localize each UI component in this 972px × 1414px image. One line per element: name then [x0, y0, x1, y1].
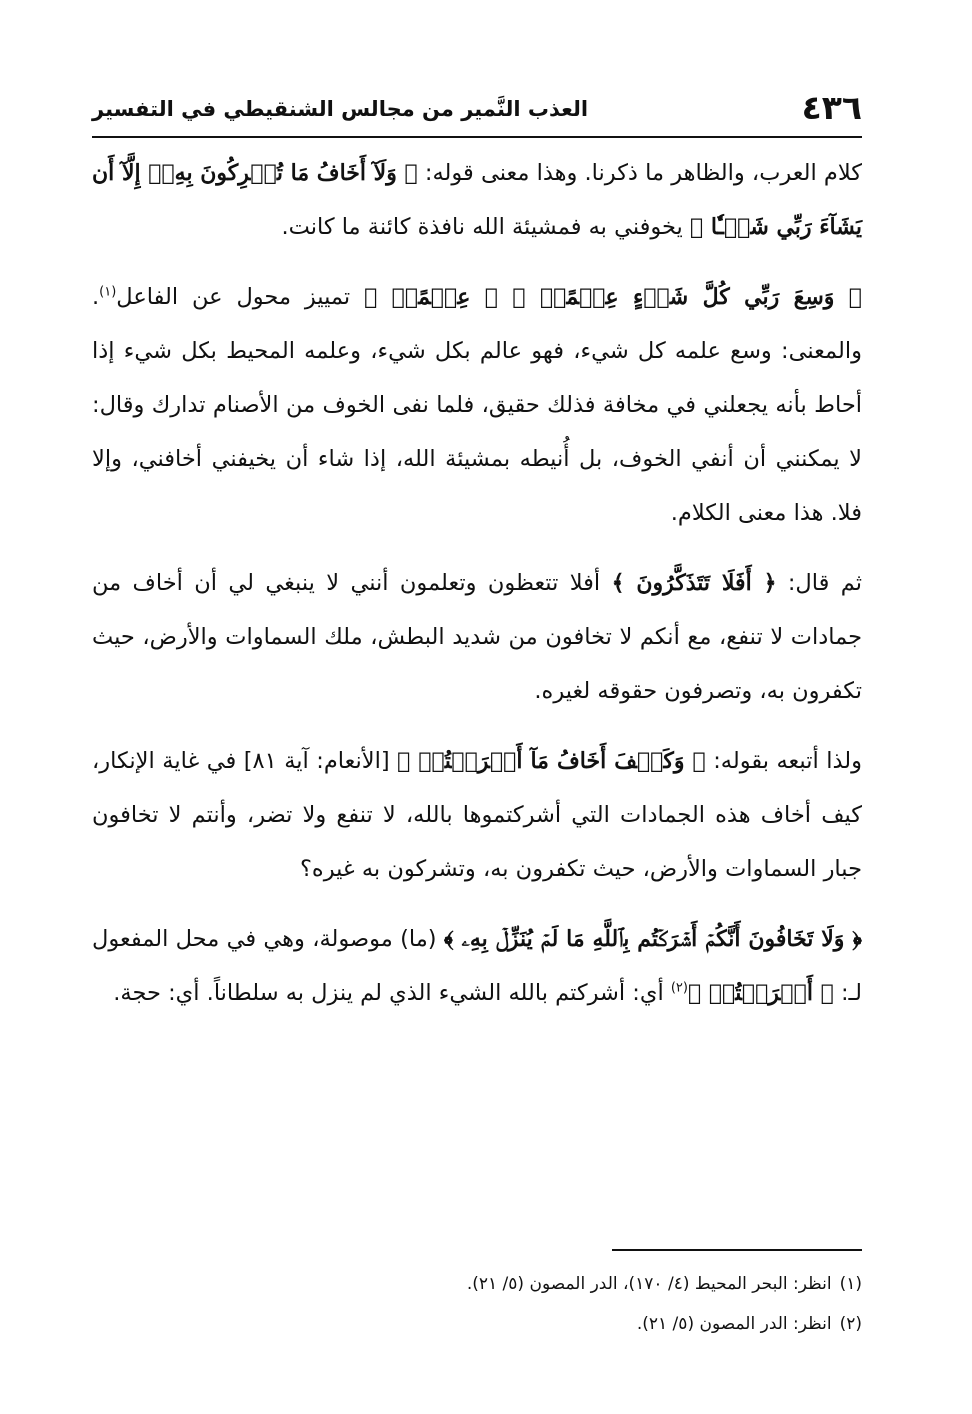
paragraph-3 — [92, 556, 862, 718]
footnote-2-text: انظر: الدر المصون (٥/ ٢١). — [636, 1314, 832, 1334]
paragraph-3-text-a: ثم قال: — [776, 570, 863, 596]
quran-word-ilman: ﴿ عِلۡمًاۚ ﴾ — [364, 284, 513, 310]
paragraph-5-text-a: (ما) موصولة، وهي في محل المفعول لـ: — [92, 926, 862, 1006]
paragraph-2-text-b: . والمعنى: وسع علمه كل شيء، فهو عالم بكل شيء، وعلمه المحيط بكل شيء إذا أحاط بأنه يجعلني في مخافة فذلك حقيق، فلما نفى الخوف من الأصنام تدارك وقال: لا يمكنني أن أنفي الخوف، بل أُنيطه بمشيئة الله، إذا شاء أن يخيفني أخافني، وإلا فلا. هذا معنى الكلام. — [92, 284, 862, 526]
paragraph-1 — [92, 146, 862, 254]
header-rule — [92, 136, 862, 138]
footnote-2-number: (٢) — [839, 1314, 862, 1334]
paragraph-4-text-b: [الأنعام: آية ٨١] في غاية الإنكار، كيف أخاف هذه الجمادات التي أشركتموها بالله، لا تنفع ولا تضر، وأنتم لا تخافون جبار السماوات والأرض، حيث تكفرون به، وتشركون به غيره؟ — [92, 748, 862, 882]
quran-verse-3: ﴿ أَفَلَا تَتَذَكَّرُونَ ﴾ — [611, 570, 777, 596]
page-number: ٤٣٦ — [801, 88, 862, 127]
footnote-ref-2[interactable]: (٢) — [670, 980, 688, 996]
footnote-rule — [612, 1249, 862, 1251]
paragraph-4-text-a: ولذا أتبعه بقوله: — [705, 748, 862, 774]
page-header — [92, 88, 862, 134]
paragraph-3-text-b: أفلا تتعظون وتعلمون أنني لا ينبغي لي أن أخاف من جمادات لا تنفع، مع أنكم لا تخافون من شديد البطش، ملك السماوات والأرض، حيث تكفرون به، وتصرفون حقوقه لغيره. — [92, 570, 862, 704]
footnote-2 — [92, 1304, 862, 1344]
footnote-1-number: (١) — [839, 1274, 862, 1294]
running-title: العذب النَّمير من مجالس الشنقيطي في التفسير — [92, 97, 589, 121]
paragraph-5 — [92, 912, 862, 1020]
footnotes — [92, 1264, 862, 1344]
paragraph-2-text-a: تمييز محول عن الفاعل — [116, 284, 365, 310]
paragraph-1-text-a: كلام العرب، والظاهر ما ذكرنا. وهذا معنى قوله: — [417, 160, 862, 186]
paragraph-2 — [92, 270, 862, 540]
paragraph-1-text-b: يخوفني به فمشيئة الله نافذة كائنة ما كانت. — [281, 214, 690, 240]
quran-verse-4: ﴿ وَكَيۡفَ أَخَافُ مَآ أَشۡرَكۡتُمۡ ﴾ — [397, 748, 706, 774]
footnote-1 — [92, 1264, 862, 1304]
footnote-ref-1[interactable]: (١) — [99, 284, 117, 300]
paragraph-5-text-b: أي: أشركتم بالله الشيء الذي لم ينزل به سلطاناً. أي: حجة. — [113, 980, 671, 1006]
quran-verse-1: ﴿ وَلَآ أَخَافُ مَا تُشۡرِكُونَ بِهِۦٓ إِلَّآ أَن يَشَآءَ رَبِّي شَيۡـٔٗا ﴾ — [92, 160, 862, 240]
footnote-1-text: انظر: البحر المحيط (٤/ ١٧٠)، الدر المصون (٥/ ٢١). — [466, 1274, 832, 1294]
paragraph-4 — [92, 734, 862, 896]
quran-verse-2: ﴿ وَسِعَ رَبِّي كُلَّ شَيۡءٍ عِلۡمًاۚ ﴾ — [512, 284, 862, 310]
main-text — [92, 146, 862, 1020]
quran-word-ashraktum: ﴿ أَشۡرَكۡتُمۡ ﴾ — [687, 980, 834, 1006]
quran-verse-5: ﴿ وَلَا تَخَافُونَ أَنَّكُمۡ أَشۡرَكۡتُم بِٱللَّهِ مَا لَمۡ يُنَزِّلۡ بِهِۦ ﴾ — [443, 926, 862, 952]
